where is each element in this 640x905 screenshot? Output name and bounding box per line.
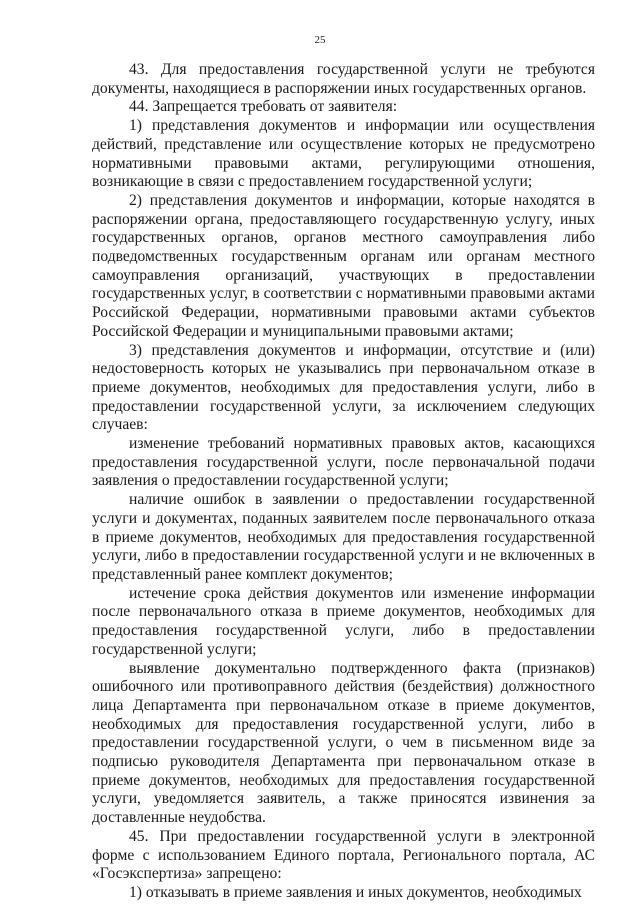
paragraph-44-item-2: 2) представления документов и информации, которые находятся в распоряжении органа, предоставляющего государственную услугу, иных государственных органов, органов местного самоуправления либо подведомственных государственным органам или органам местного самоуправления организаций, участвующих в предоставлении государственных услуг, в соответствии с нормативными правовыми актами Российской Федерации, нормативными правовыми актами субъектов Российской Федерации и муниципальными правовыми актами; <box>92 191 595 340</box>
paragraph-45: 45. При предоставлении государственной услуги в электронной форме с использованием Единого портала, Регионального портала, АС «Госэкспертиза» запрещено: <box>92 827 595 883</box>
page-number: 25 <box>314 34 326 46</box>
paragraph-44: 44. Запрещается требовать от заявителя: <box>129 98 398 116</box>
exception-case-3: истечение срока действия документов или изменение информации после первоначального отказа в приеме документов, необходимых для предоставления государственной услуги, либо в предоставлении государственной услуги; <box>92 584 595 658</box>
paragraph-44-item-1: 1) представления документов и информации или осуществления действий, представление или осуществление которых не предусмотрено нормативными правовыми актами, регулирующими отношения, возникающие в связи с предоставлением государственной услуги; <box>92 117 595 191</box>
paragraph-44-item-3: 3) представления документов и информации, отсутствие и (или) недостоверность которых не указывались при первоначальном отказе в приеме документов, необходимых для предоставления услуги, либо в предоставлении государственной услуги, за исключением следующих случаев: <box>92 341 595 434</box>
exception-case-4: выявление документально подтвержденного факта (признаков) ошибочного или противоправного действия (бездействия) должностного лица Департамента при первоначальном отказе в приеме документов, необходимых для предоставления государственной услуги, либо в предоставлении государственной услуги, о чем в письменном виде за подписью руководителя Департамента при первоначальном отказе в приеме документов, необходимых для предоставления государственной услуги, уведомляется заявитель, а также приносятся извинения за доставленные неудобства. <box>92 659 595 827</box>
paragraph-45-item-1: 1) отказывать в приеме заявления и иных документов, необходимых <box>129 883 582 901</box>
exception-case-1: изменение требований нормативных правовых актов, касающихся предоставления государственной услуги, после первоначальной подачи заявления о предоставлении государственной услуги; <box>92 435 595 490</box>
document-body <box>92 61 595 903</box>
exception-case-2: наличие ошибок в заявлении о предоставлении государственной услуги и документах, поданных заявителем после первоначального отказа в приеме документов, необходимых для предоставления государственной услуги, либо в предоставлении государственной услуги и не включенных в представленный ранее комплект документов; <box>92 491 595 583</box>
paragraph-43: 43. Для предоставления государственной услуги не требуются документы, находящиеся в распоряжении иных государственных органов. <box>92 61 595 97</box>
